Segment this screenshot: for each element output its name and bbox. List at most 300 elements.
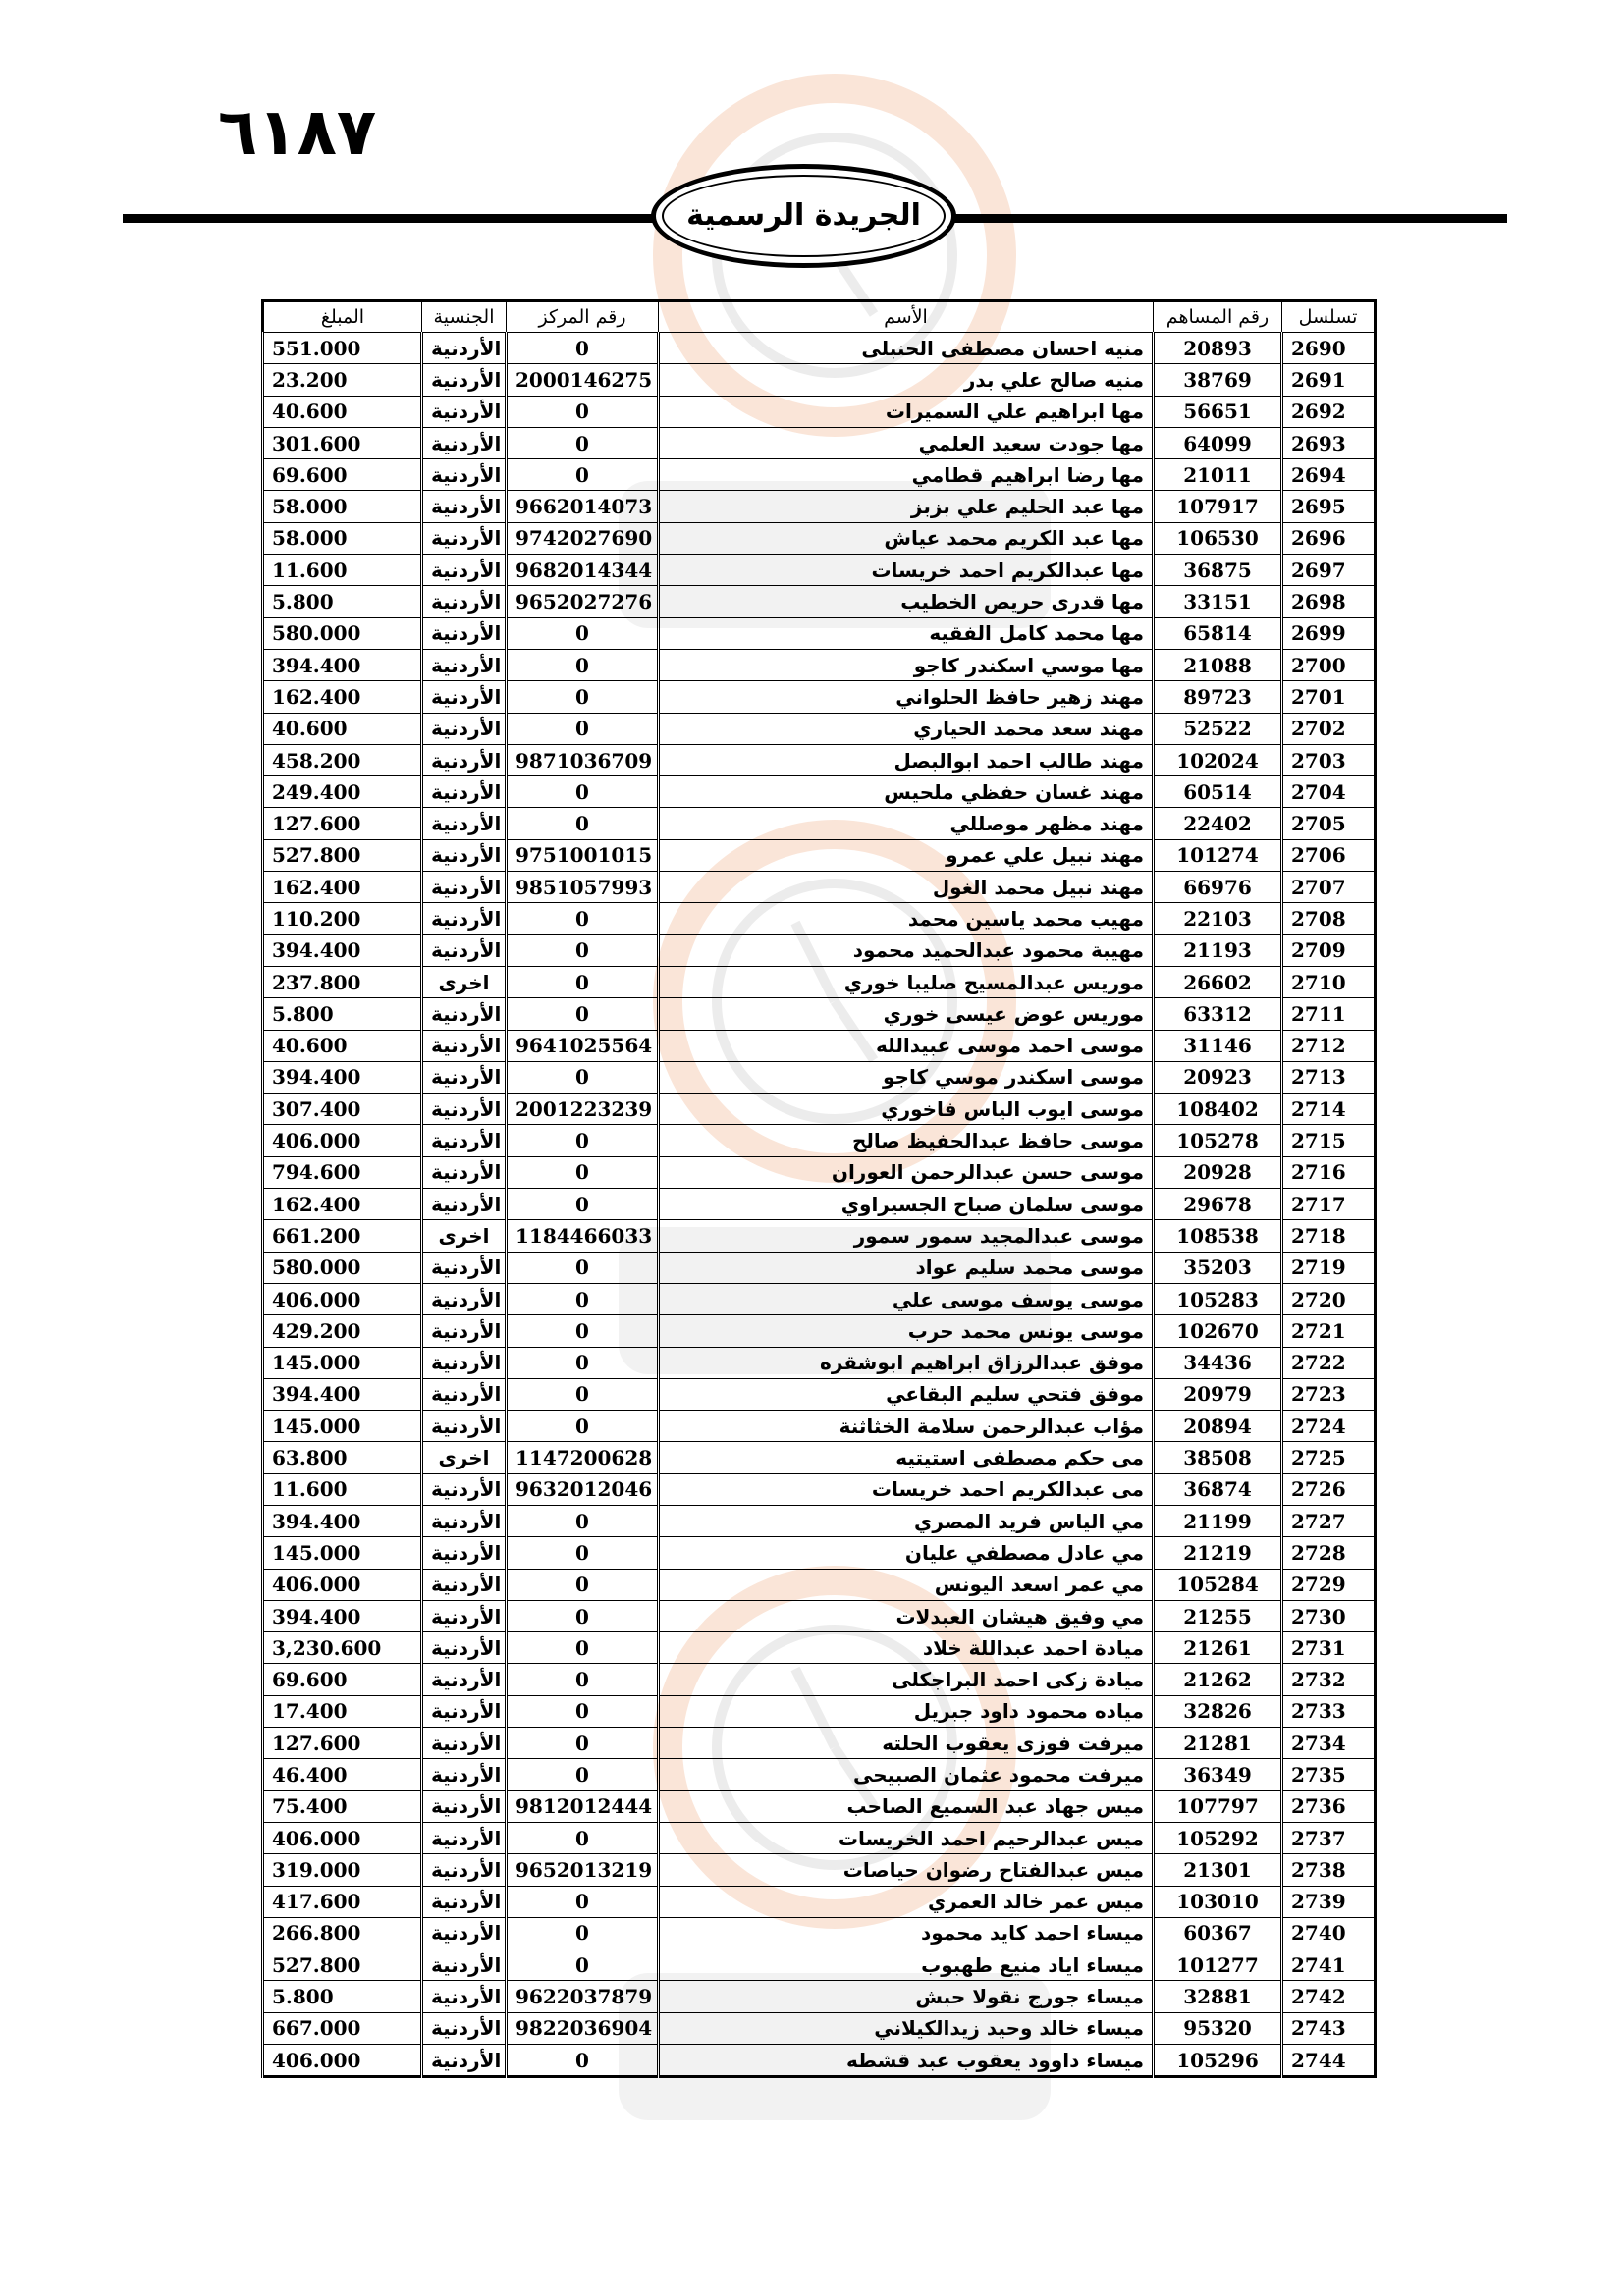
sequence-cell: 2743 (1282, 2012, 1376, 2044)
nationality-cell: الأردنية (422, 1347, 507, 1378)
name-cell: ميادة زكى احمد البراجكلى (659, 1664, 1154, 1695)
center-number-cell: 0 (507, 1728, 659, 1759)
sequence-cell: 2705 (1282, 808, 1376, 839)
name-cell: موسى حافظ عبدالحفيظ صالح (659, 1125, 1154, 1156)
center-number-cell: 9662014073 (507, 491, 659, 522)
sequence-cell: 2715 (1282, 1125, 1376, 1156)
sequence-cell: 2719 (1282, 1252, 1376, 1283)
center-number-cell: 0 (507, 713, 659, 744)
name-cell: موسى يوسف موسى علي (659, 1283, 1154, 1314)
center-number-cell: 0 (507, 1283, 659, 1314)
center-number-cell: 0 (507, 396, 659, 427)
nationality-cell: الأردنية (422, 1537, 507, 1569)
shareholder-number-cell: 101274 (1154, 839, 1282, 871)
center-number-cell: 0 (507, 1378, 659, 1410)
column-header-sequence: تسلسل (1282, 301, 1376, 333)
sequence-cell: 2701 (1282, 681, 1376, 713)
name-cell: مهيب محمد ياسين محمد (659, 903, 1154, 934)
shareholder-number-cell: 21088 (1154, 649, 1282, 680)
name-cell: ميساء احمد كايد محمود (659, 1917, 1154, 1949)
shareholder-number-cell: 102024 (1154, 744, 1282, 775)
sequence-cell: 2700 (1282, 649, 1376, 680)
amount-cell: 23.200 (263, 364, 422, 396)
table-row (263, 1189, 1376, 1220)
amount-cell: 40.600 (263, 1030, 422, 1061)
center-number-cell: 9622037879 (507, 1981, 659, 2012)
center-number-cell: 9652013219 (507, 1854, 659, 1886)
nationality-cell: الأردنية (422, 649, 507, 680)
shareholder-number-cell: 36349 (1154, 1759, 1282, 1790)
sequence-cell: 2742 (1282, 1981, 1376, 2012)
sequence-cell: 2709 (1282, 934, 1376, 966)
table-row (263, 1473, 1376, 1505)
name-cell: مها عبدالكريم احمد خريسات (659, 555, 1154, 586)
center-number-cell: 0 (507, 2045, 659, 2077)
name-cell: مهند سعد محمد الحياري (659, 713, 1154, 744)
center-number-cell: 1184466033 (507, 1220, 659, 1252)
nationality-cell: الأردنية (422, 1632, 507, 1664)
sequence-cell: 2691 (1282, 364, 1376, 396)
center-number-cell: 9641025564 (507, 1030, 659, 1061)
amount-cell: 667.000 (263, 2012, 422, 2044)
name-cell: موسى يونس محمد حرب (659, 1315, 1154, 1347)
center-number-cell: 0 (507, 1505, 659, 1536)
center-number-cell: 0 (507, 1759, 659, 1790)
table-row (263, 1854, 1376, 1886)
shareholder-number-cell: 21261 (1154, 1632, 1282, 1664)
sequence-cell: 2713 (1282, 1061, 1376, 1093)
center-number-cell: 0 (507, 1949, 659, 1981)
sequence-cell: 2741 (1282, 1949, 1376, 1981)
name-cell: مي عادل مصطفي عليان (659, 1537, 1154, 1569)
amount-cell: 40.600 (263, 713, 422, 744)
shareholder-number-cell: 34436 (1154, 1347, 1282, 1378)
table-row (263, 1505, 1376, 1536)
center-number-cell: 0 (507, 1632, 659, 1664)
amount-cell: 394.400 (263, 1600, 422, 1631)
shareholder-number-cell: 21193 (1154, 934, 1282, 966)
center-number-cell: 0 (507, 903, 659, 934)
amount-cell: 394.400 (263, 1378, 422, 1410)
amount-cell: 145.000 (263, 1411, 422, 1442)
shareholder-number-cell: 36874 (1154, 1473, 1282, 1505)
table-row (263, 1061, 1376, 1093)
center-number-cell: 0 (507, 1156, 659, 1188)
table-row (263, 1094, 1376, 1125)
table-row (263, 998, 1376, 1030)
shareholder-number-cell: 21255 (1154, 1600, 1282, 1631)
amount-cell: 429.200 (263, 1315, 422, 1347)
name-cell: مي وفيق هيشان العبدلات (659, 1600, 1154, 1631)
sequence-cell: 2736 (1282, 1790, 1376, 1822)
nationality-cell: الأردنية (422, 934, 507, 966)
center-number-cell: 0 (507, 1600, 659, 1631)
amount-cell: 17.400 (263, 1695, 422, 1727)
nationality-cell: الأردنية (422, 998, 507, 1030)
page-number: ٦١٨٧ (218, 94, 377, 170)
sequence-cell: 2714 (1282, 1094, 1376, 1125)
center-number-cell: 0 (507, 1917, 659, 1949)
nationality-cell: الأردنية (422, 1664, 507, 1695)
table-row (263, 459, 1376, 491)
nationality-cell: الأردنية (422, 744, 507, 775)
center-number-cell: 9652027276 (507, 586, 659, 617)
column-header-nationality: الجنسية (422, 301, 507, 333)
nationality-cell: الأردنية (422, 491, 507, 522)
table-row (263, 776, 1376, 808)
shareholder-number-cell: 29678 (1154, 1189, 1282, 1220)
shareholder-number-cell: 89723 (1154, 681, 1282, 713)
sequence-cell: 2690 (1282, 333, 1376, 364)
sequence-cell: 2739 (1282, 1886, 1376, 1917)
nationality-cell: الأردنية (422, 1695, 507, 1727)
center-number-cell: 2001223239 (507, 1094, 659, 1125)
amount-cell: 58.000 (263, 522, 422, 554)
sequence-cell: 2722 (1282, 1347, 1376, 1378)
table-row (263, 1822, 1376, 1853)
center-number-cell: 0 (507, 681, 659, 713)
nationality-cell: الأردنية (422, 333, 507, 364)
table-row (263, 1315, 1376, 1347)
table-row (263, 1632, 1376, 1664)
table-row (263, 966, 1376, 997)
table-row (263, 1125, 1376, 1156)
table-row (263, 2012, 1376, 2044)
name-cell: ميادة احمد عبداللة خلاد (659, 1632, 1154, 1664)
sequence-cell: 2732 (1282, 1664, 1376, 1695)
name-cell: موريس عبدالمسيح صليبا خوري (659, 966, 1154, 997)
shareholder-number-cell: 35203 (1154, 1252, 1282, 1283)
table-row (263, 1886, 1376, 1917)
name-cell: موسى اسكندر موسي كاجو (659, 1061, 1154, 1093)
shareholder-number-cell: 105284 (1154, 1569, 1282, 1600)
amount-cell: 63.800 (263, 1442, 422, 1473)
shareholder-number-cell: 21011 (1154, 459, 1282, 491)
sequence-cell: 2711 (1282, 998, 1376, 1030)
table-row (263, 1664, 1376, 1695)
nationality-cell: الأردنية (422, 1125, 507, 1156)
center-number-cell: 0 (507, 1886, 659, 1917)
amount-cell: 406.000 (263, 1283, 422, 1314)
amount-cell: 394.400 (263, 934, 422, 966)
name-cell: مها موسي اسكندر كاجو (659, 649, 1154, 680)
shareholder-number-cell: 22103 (1154, 903, 1282, 934)
table-row (263, 2045, 1376, 2077)
table-row (263, 364, 1376, 396)
shareholder-number-cell: 105283 (1154, 1283, 1282, 1314)
center-number-cell: 0 (507, 1315, 659, 1347)
name-cell: منيه احسان مصطفى الحنبلى (659, 333, 1154, 364)
sequence-cell: 2694 (1282, 459, 1376, 491)
amount-cell: 3,230.600 (263, 1632, 422, 1664)
name-cell: ميرفت محمود عثمان الصبيحى (659, 1759, 1154, 1790)
shareholder-number-cell: 20894 (1154, 1411, 1282, 1442)
nationality-cell: الأردنية (422, 586, 507, 617)
table-row (263, 427, 1376, 458)
sequence-cell: 2724 (1282, 1411, 1376, 1442)
name-cell: ميس عبدالفتاح رضوان حياصات (659, 1854, 1154, 1886)
name-cell: مها عبد الحليم علي بزبز (659, 491, 1154, 522)
sequence-cell: 2718 (1282, 1220, 1376, 1252)
center-number-cell: 0 (507, 649, 659, 680)
center-number-cell: 9751001015 (507, 839, 659, 871)
table-row (263, 1156, 1376, 1188)
name-cell: مياده محمود داود جبريل (659, 1695, 1154, 1727)
shareholder-number-cell: 103010 (1154, 1886, 1282, 1917)
sequence-cell: 2726 (1282, 1473, 1376, 1505)
table-row (263, 872, 1376, 903)
amount-cell: 394.400 (263, 1061, 422, 1093)
nationality-cell: الأردنية (422, 839, 507, 871)
table-row (263, 1759, 1376, 1790)
sequence-cell: 2730 (1282, 1600, 1376, 1631)
table-row (263, 396, 1376, 427)
nationality-cell: الأردنية (422, 903, 507, 934)
name-cell: مها عبد الكريم محمد عياش (659, 522, 1154, 554)
amount-cell: 75.400 (263, 1790, 422, 1822)
amount-cell: 58.000 (263, 491, 422, 522)
amount-cell: 307.400 (263, 1094, 422, 1125)
amount-cell: 794.600 (263, 1156, 422, 1188)
table-row (263, 1252, 1376, 1283)
center-number-cell: 0 (507, 1189, 659, 1220)
sequence-cell: 2738 (1282, 1854, 1376, 1886)
center-number-cell: 0 (507, 998, 659, 1030)
sequence-cell: 2698 (1282, 586, 1376, 617)
nationality-cell: الأردنية (422, 2045, 507, 2077)
amount-cell: 406.000 (263, 1569, 422, 1600)
center-number-cell: 0 (507, 1061, 659, 1093)
nationality-cell: اخرى (422, 966, 507, 997)
sequence-cell: 2696 (1282, 522, 1376, 554)
amount-cell: 145.000 (263, 1537, 422, 1569)
column-header-shareholder-number: رقم المساهم (1154, 301, 1282, 333)
table-row (263, 1442, 1376, 1473)
nationality-cell: الأردنية (422, 1854, 507, 1886)
name-cell: مها رضا ابراهيم قطامي (659, 459, 1154, 491)
name-cell: مهيبة محمود عبدالحميد محمود (659, 934, 1154, 966)
center-number-cell: 0 (507, 1569, 659, 1600)
nationality-cell: الأردنية (422, 459, 507, 491)
name-cell: مها محمد كامل الفقيه (659, 617, 1154, 649)
amount-cell: 301.600 (263, 427, 422, 458)
name-cell: مهند زهير حافظ الحلواني (659, 681, 1154, 713)
table-header-row (263, 301, 1376, 333)
center-number-cell: 0 (507, 1125, 659, 1156)
center-number-cell: 0 (507, 617, 659, 649)
amount-cell: 266.800 (263, 1917, 422, 1949)
nationality-cell: الأردنية (422, 1094, 507, 1125)
nationality-cell: الأردنية (422, 1759, 507, 1790)
center-number-cell: 9851057993 (507, 872, 659, 903)
nationality-cell: الأردنية (422, 872, 507, 903)
nationality-cell: الأردنية (422, 776, 507, 808)
center-number-cell: 0 (507, 808, 659, 839)
table-row (263, 1981, 1376, 2012)
sequence-cell: 2693 (1282, 427, 1376, 458)
name-cell: موسى احمد موسى عبيدالله (659, 1030, 1154, 1061)
amount-cell: 458.200 (263, 744, 422, 775)
shareholder-number-cell: 101277 (1154, 1949, 1282, 1981)
nationality-cell: الأردنية (422, 522, 507, 554)
nationality-cell: الأردنية (422, 1473, 507, 1505)
nationality-cell: الأردنية (422, 1886, 507, 1917)
center-number-cell: 9682014344 (507, 555, 659, 586)
table-row (263, 1949, 1376, 1981)
amount-cell: 145.000 (263, 1347, 422, 1378)
shareholder-number-cell: 22402 (1154, 808, 1282, 839)
amount-cell: 661.200 (263, 1220, 422, 1252)
center-number-cell: 9871036709 (507, 744, 659, 775)
shareholder-number-cell: 108402 (1154, 1094, 1282, 1125)
shareholder-number-cell: 66976 (1154, 872, 1282, 903)
sequence-cell: 2707 (1282, 872, 1376, 903)
shareholder-number-cell: 33151 (1154, 586, 1282, 617)
amount-cell: 406.000 (263, 2045, 422, 2077)
name-cell: مهند طالب احمد ابوالبصل (659, 744, 1154, 775)
shareholder-number-cell: 21199 (1154, 1505, 1282, 1536)
amount-cell: 110.200 (263, 903, 422, 934)
table-row (263, 333, 1376, 364)
center-number-cell: 0 (507, 1822, 659, 1853)
amount-cell: 69.600 (263, 1664, 422, 1695)
name-cell: مى عبدالكريم احمد خريسات (659, 1473, 1154, 1505)
sequence-cell: 2740 (1282, 1917, 1376, 1949)
table-row (263, 681, 1376, 713)
amount-cell: 11.600 (263, 1473, 422, 1505)
nationality-cell: الأردنية (422, 681, 507, 713)
sequence-cell: 2744 (1282, 2045, 1376, 2077)
table-row (263, 1030, 1376, 1061)
shareholder-number-cell: 21219 (1154, 1537, 1282, 1569)
table-row (263, 744, 1376, 775)
name-cell: مى حكم مصطفى استيتيه (659, 1442, 1154, 1473)
name-cell: موسى محمد سليم عواد (659, 1252, 1154, 1283)
nationality-cell: الأردنية (422, 1728, 507, 1759)
name-cell: مها جودت سعيد العلمي (659, 427, 1154, 458)
name-cell: مؤاب عبدالرحمن سلامة الخثاثنة (659, 1411, 1154, 1442)
name-cell: موريس عوض عيسى خوري (659, 998, 1154, 1030)
center-number-cell: 0 (507, 459, 659, 491)
sequence-cell: 2723 (1282, 1378, 1376, 1410)
name-cell: ميساء جورج نقولا حبش (659, 1981, 1154, 2012)
sequence-cell: 2721 (1282, 1315, 1376, 1347)
name-cell: مي عمر اسعد اليونس (659, 1569, 1154, 1600)
shareholder-number-cell: 26602 (1154, 966, 1282, 997)
table-row (263, 713, 1376, 744)
amount-cell: 237.800 (263, 966, 422, 997)
center-number-cell: 0 (507, 1537, 659, 1569)
sequence-cell: 2697 (1282, 555, 1376, 586)
shareholder-number-cell: 65814 (1154, 617, 1282, 649)
name-cell: مهند نبيل محمد الغول (659, 872, 1154, 903)
shareholder-number-cell: 105296 (1154, 2045, 1282, 2077)
center-number-cell: 9742027690 (507, 522, 659, 554)
shareholders-table (261, 299, 1377, 2078)
center-number-cell: 0 (507, 333, 659, 364)
amount-cell: 69.600 (263, 459, 422, 491)
nationality-cell: الأردنية (422, 2012, 507, 2044)
shareholder-number-cell: 107917 (1154, 491, 1282, 522)
table-row (263, 1537, 1376, 1569)
name-cell: مهند نبيل علي عمرو (659, 839, 1154, 871)
nationality-cell: الأردنية (422, 427, 507, 458)
nationality-cell: الأردنية (422, 1283, 507, 1314)
nationality-cell: الأردنية (422, 713, 507, 744)
center-number-cell: 2000146275 (507, 364, 659, 396)
nationality-cell: اخرى (422, 1220, 507, 1252)
header-badge (651, 164, 956, 268)
shareholder-number-cell: 60514 (1154, 776, 1282, 808)
name-cell: موسى حسن عبدالرحمن العوران (659, 1156, 1154, 1188)
name-cell: موسى سلمان صباح الجسيراوي (659, 1189, 1154, 1220)
center-number-cell: 9812012444 (507, 1790, 659, 1822)
table-row (263, 1600, 1376, 1631)
table-row (263, 586, 1376, 617)
header-title: الجريدة الرسمية (686, 198, 921, 233)
amount-cell: 5.800 (263, 586, 422, 617)
amount-cell: 406.000 (263, 1125, 422, 1156)
table-row (263, 522, 1376, 554)
amount-cell: 394.400 (263, 649, 422, 680)
column-header-name: الأسم (659, 301, 1154, 333)
table-row (263, 839, 1376, 871)
amount-cell: 5.800 (263, 1981, 422, 2012)
nationality-cell: الأردنية (422, 1917, 507, 1949)
center-number-cell: 0 (507, 1252, 659, 1283)
name-cell: مي الياس فريد المصري (659, 1505, 1154, 1536)
nationality-cell: الأردنية (422, 364, 507, 396)
name-cell: ميساء داوود يعقوب عبد قشطه (659, 2045, 1154, 2077)
shareholder-number-cell: 108538 (1154, 1220, 1282, 1252)
nationality-cell: الأردنية (422, 1822, 507, 1853)
table-row (263, 649, 1376, 680)
shareholder-number-cell: 102670 (1154, 1315, 1282, 1347)
sequence-cell: 2703 (1282, 744, 1376, 775)
sequence-cell: 2702 (1282, 713, 1376, 744)
amount-cell: 406.000 (263, 1822, 422, 1853)
nationality-cell: الأردنية (422, 1949, 507, 1981)
shareholder-number-cell: 60367 (1154, 1917, 1282, 1949)
amount-cell: 417.600 (263, 1886, 422, 1917)
shareholder-number-cell: 20979 (1154, 1378, 1282, 1410)
amount-cell: 249.400 (263, 776, 422, 808)
amount-cell: 580.000 (263, 1252, 422, 1283)
table-row (263, 1569, 1376, 1600)
nationality-cell: الأردنية (422, 1315, 507, 1347)
shareholder-number-cell: 38508 (1154, 1442, 1282, 1473)
table-row (263, 934, 1376, 966)
amount-cell: 11.600 (263, 555, 422, 586)
shareholder-number-cell: 107797 (1154, 1790, 1282, 1822)
nationality-cell: الأردنية (422, 1505, 507, 1536)
center-number-cell: 0 (507, 427, 659, 458)
name-cell: مها ابراهيم علي السميرات (659, 396, 1154, 427)
amount-cell: 5.800 (263, 998, 422, 1030)
name-cell: منيه صالح علي بدر (659, 364, 1154, 396)
sequence-cell: 2695 (1282, 491, 1376, 522)
table-row (263, 1378, 1376, 1410)
amount-cell: 162.400 (263, 872, 422, 903)
center-number-cell: 9822036904 (507, 2012, 659, 2044)
center-number-cell: 0 (507, 776, 659, 808)
amount-cell: 551.000 (263, 333, 422, 364)
sequence-cell: 2710 (1282, 966, 1376, 997)
sequence-cell: 2731 (1282, 1632, 1376, 1664)
amount-cell: 162.400 (263, 1189, 422, 1220)
table-row (263, 1347, 1376, 1378)
center-number-cell: 0 (507, 966, 659, 997)
